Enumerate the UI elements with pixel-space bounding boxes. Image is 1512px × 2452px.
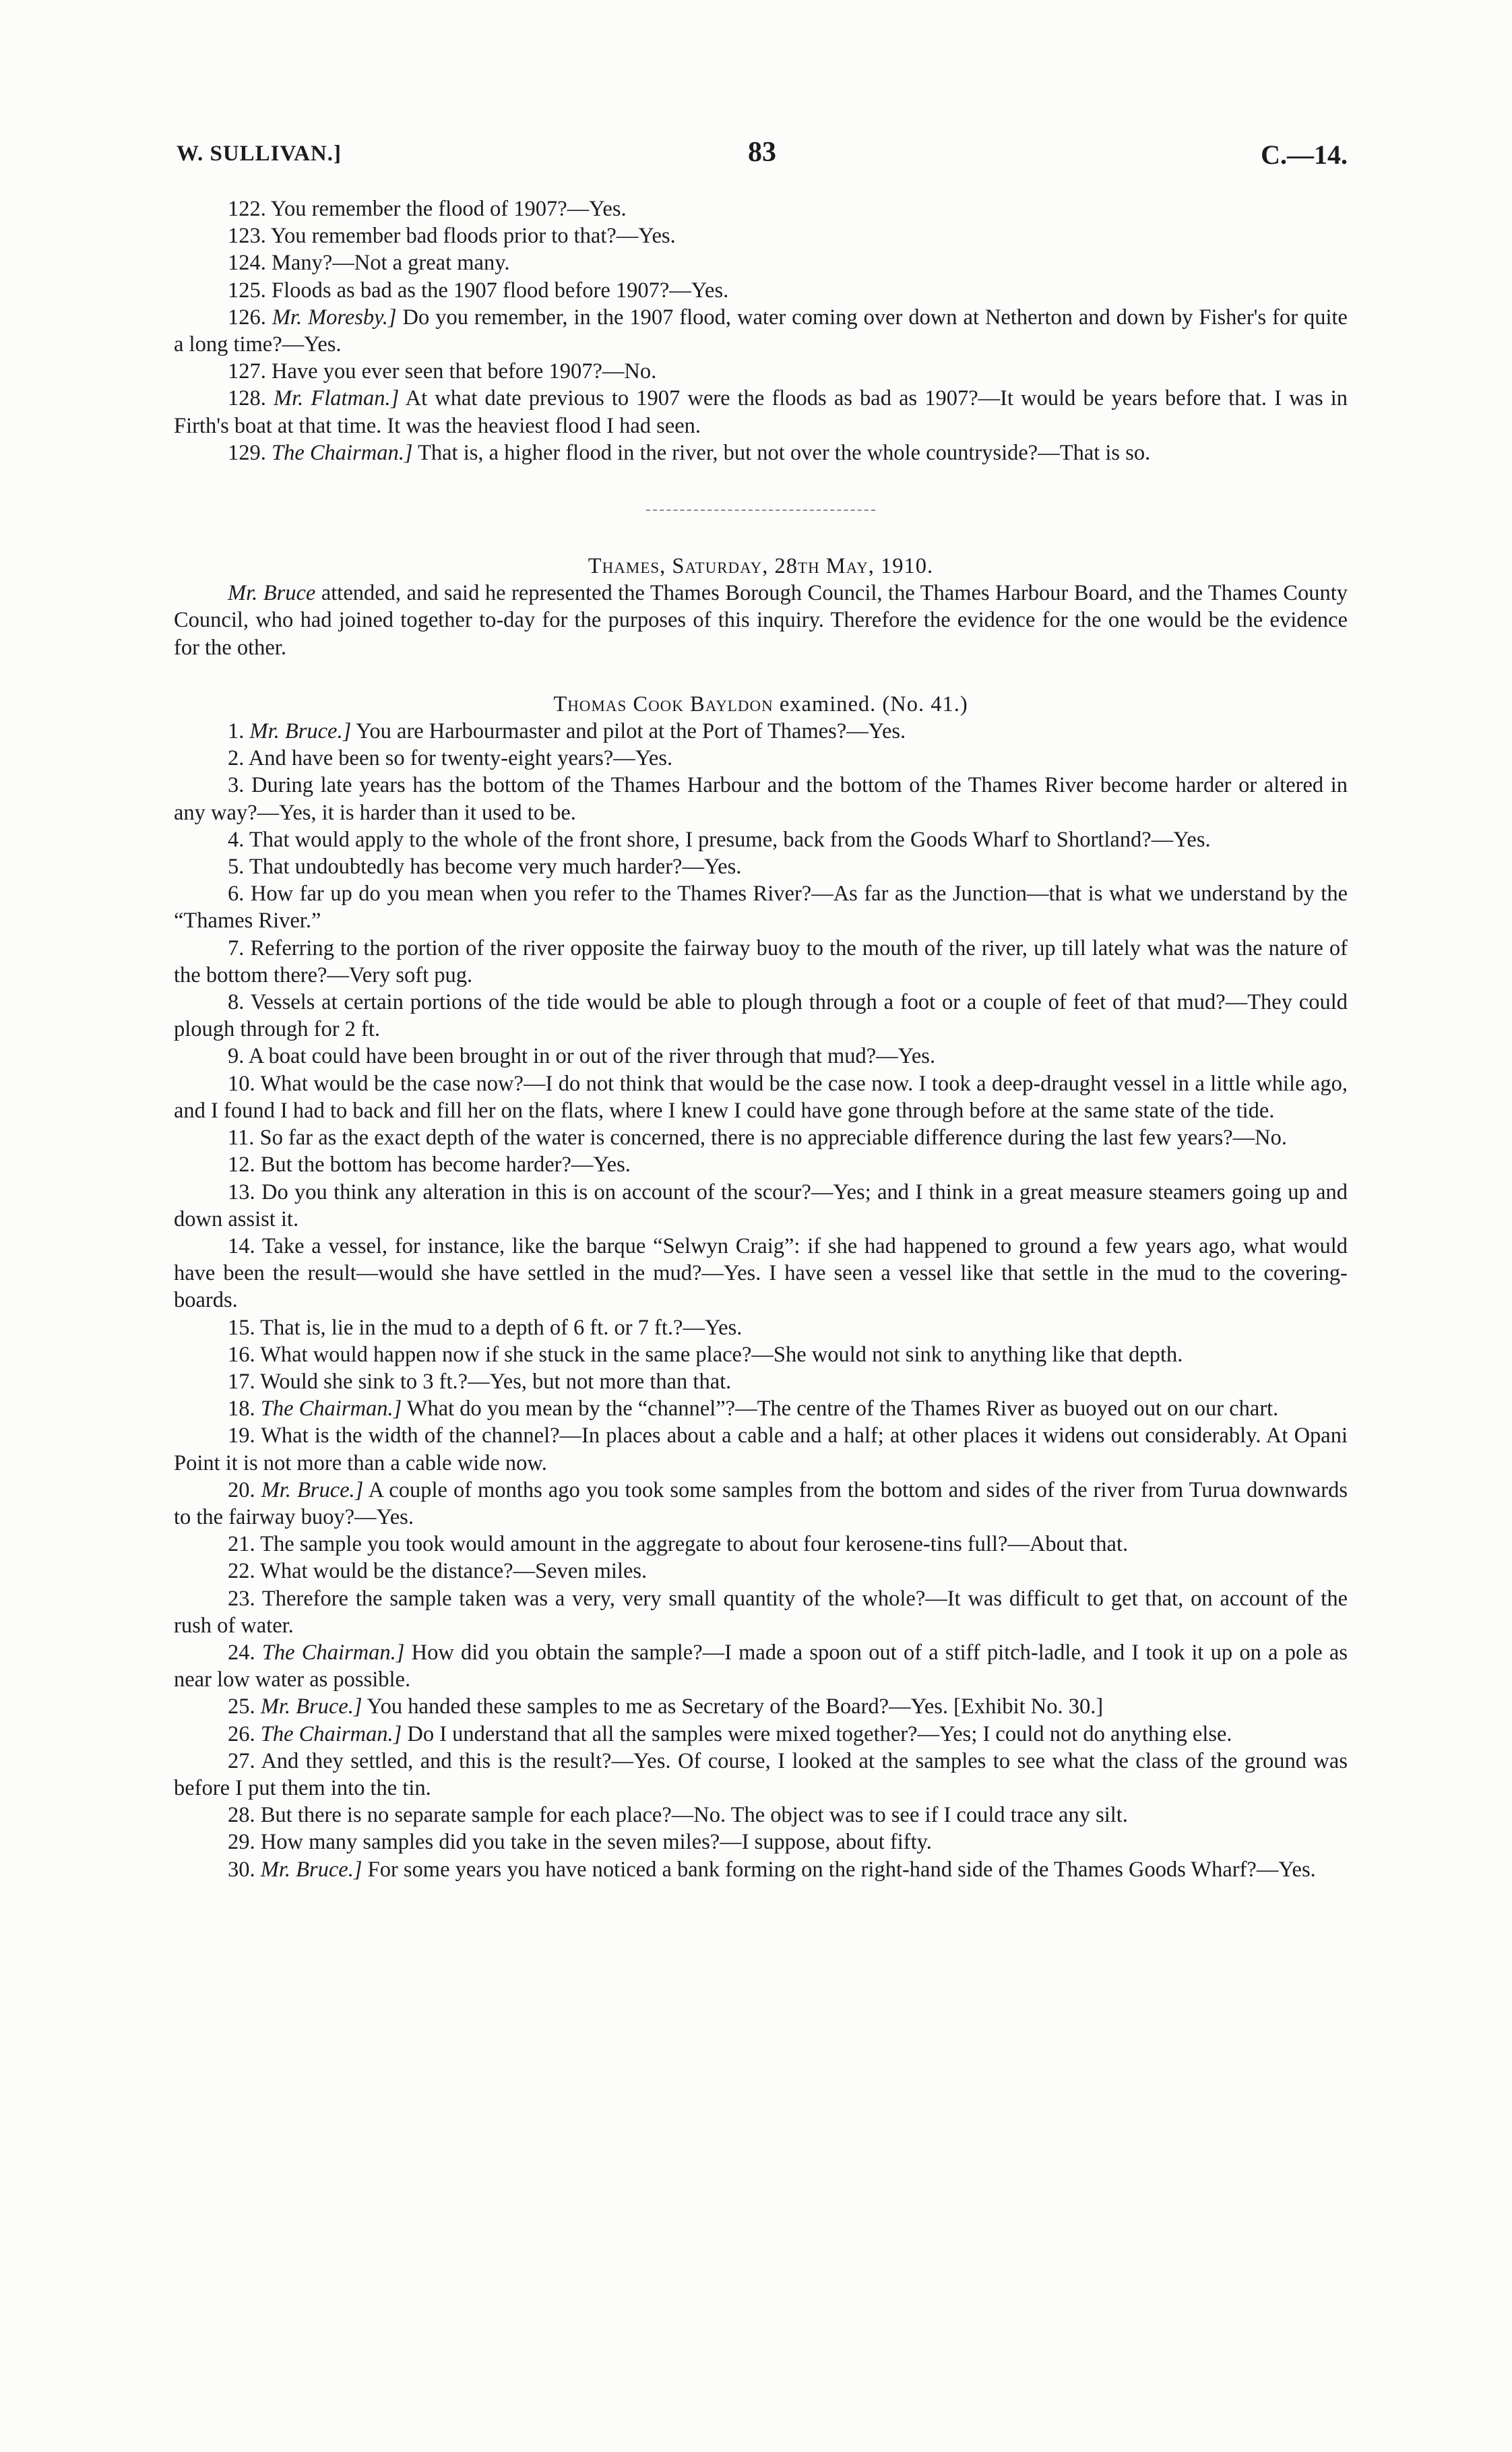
question-number: 9. xyxy=(228,1044,245,1069)
question-answer xyxy=(174,1802,1348,1829)
question-text: But the bottom has become harder?—Yes. xyxy=(260,1153,631,1177)
question-answer xyxy=(174,1748,1348,1802)
question-answer xyxy=(174,1395,1348,1422)
question-number: 13. xyxy=(228,1179,255,1204)
question-answer xyxy=(174,1233,1348,1314)
question-answer xyxy=(174,222,1348,249)
question-text: How far up do you mean when you refer to the Thames River?—As far as the Junction—that is what we understand by the “Thames River.” xyxy=(174,882,1348,933)
question-answer xyxy=(174,1531,1348,1558)
question-answer xyxy=(174,1639,1348,1693)
question-number: 30. xyxy=(228,1857,255,1882)
question-number: 4. xyxy=(228,827,245,852)
question-number: 126. xyxy=(228,305,266,330)
question-number: 29. xyxy=(228,1830,255,1855)
question-text: You handed these samples to me as Secretary of the Board?—Yes. [Exhibit No. 30.] xyxy=(367,1694,1104,1719)
question-text: You are Harbourmaster and pilot at the Port of Thames?—Yes. xyxy=(356,719,906,744)
question-number: 22. xyxy=(228,1559,255,1584)
questioner: Mr. Flatman.] xyxy=(274,386,400,411)
question-answer xyxy=(174,1043,1348,1070)
question-text: That undoubtedly has become very much harder?—Yes. xyxy=(249,855,742,880)
question-answer xyxy=(174,1151,1348,1178)
question-text: Do you think any alteration in this is on account of the scour?—Yes; and I think in a great measure steamers going up and down assist it. xyxy=(174,1179,1348,1231)
question-answer xyxy=(174,718,1348,745)
question-text: A couple of months ago you took some samples from the bottom and sides of the river from Turua downwards to the fairway buoy?—Yes. xyxy=(174,1477,1348,1529)
section-divider xyxy=(646,510,875,511)
question-answer xyxy=(174,1179,1348,1233)
question-number: 20. xyxy=(228,1477,255,1502)
question-number: 124. xyxy=(228,251,266,276)
intro-speaker: Mr. Bruce xyxy=(228,581,316,606)
section-witness-evidence xyxy=(174,718,1348,1883)
question-answer xyxy=(174,358,1348,385)
witness-heading xyxy=(174,691,1348,718)
question-answer xyxy=(174,439,1348,466)
header-witness: W. SULLIVAN.] xyxy=(177,142,342,166)
questioner: Mr. Bruce.] xyxy=(249,719,352,744)
question-text: What do you mean by the “channel”?—The centre of the Thames River as buoyed out on our chart. xyxy=(406,1397,1279,1421)
question-text: That would apply to the whole of the front shore, I presume, back from the Goods Wharf to Shortland?—Yes. xyxy=(249,827,1211,852)
question-text: What would be the distance?—Seven miles. xyxy=(260,1559,648,1584)
question-answer xyxy=(174,745,1348,772)
question-number: 14. xyxy=(228,1233,255,1258)
question-text: During late years has the bottom of the Thames Harbour and the bottom of the Thames River become harder or altered in any way?—Yes, it is harder than it used to be. xyxy=(174,773,1348,825)
question-text: Referring to the portion of the river opposite the fairway buoy to the mouth of the river, up till lately what was the nature of the bottom there?—Very soft pug. xyxy=(174,936,1348,987)
question-number: 11. xyxy=(228,1126,255,1151)
page-number: 83 xyxy=(748,137,776,168)
question-text: How did you obtain the sample?—I made a spoon out of a stiff pitch-ladle, and I took it up on a pole as near low water as possible. xyxy=(174,1640,1348,1692)
question-number: 2. xyxy=(228,746,245,771)
questioner: Mr. Moresby.] xyxy=(272,305,397,330)
questioner: The Chairman.] xyxy=(260,1397,402,1421)
question-text: Take a vessel, for instance, like the barque “Selwyn Craig”: if she had happened to ground a few years ago, what would have been the result—would she have settled in the mud?—Yes. I have seen a vessel like that settle in the mud to the covering-boards. xyxy=(174,1233,1348,1313)
question-answer xyxy=(174,1368,1348,1395)
question-number: 129. xyxy=(228,440,266,465)
questioner: Mr. Bruce.] xyxy=(261,1477,364,1502)
questioner: The Chairman.] xyxy=(260,1721,402,1746)
question-text: You remember bad floods prior to that?—Yes. xyxy=(270,224,676,249)
questioner: The Chairman.] xyxy=(261,1640,405,1665)
question-text: For some years you have noticed a bank forming on the right-hand side of the Thames Goods Wharf?—Yes. xyxy=(367,1857,1316,1882)
question-number: 26. xyxy=(228,1721,255,1746)
question-answer xyxy=(174,304,1348,358)
question-text: How many samples did you take in the seven miles?—I suppose, about fifty. xyxy=(260,1830,932,1855)
question-number: 16. xyxy=(228,1342,255,1367)
questioner: The Chairman.] xyxy=(272,440,413,465)
question-text: Floods as bad as the 1907 flood before 1907?—Yes. xyxy=(272,278,729,303)
question-answer xyxy=(174,1693,1348,1720)
question-answer xyxy=(174,1585,1348,1639)
question-text: The sample you took would amount in the aggregate to about four kerosene-tins full?—About that. xyxy=(260,1532,1129,1557)
question-number: 17. xyxy=(228,1369,255,1394)
question-answer xyxy=(174,772,1348,826)
intro-text: attended, and said he represented the Thames Borough Council, the Thames Harbour Board, and the Thames County Council, who had joined together to-day for the purposes of this inquiry. Therefore the evidence for the one would be the evidence for the other. xyxy=(174,581,1348,660)
page-header xyxy=(177,136,1348,177)
question-text: Therefore the sample taken was a very, very small quantity of the whole?—It was difficult to get that, on account of the rush of water. xyxy=(174,1586,1348,1638)
question-text: A boat could have been brought in or out of the river through that mud?—Yes. xyxy=(248,1044,936,1069)
question-answer xyxy=(174,1070,1348,1124)
question-number: 127. xyxy=(228,359,266,384)
question-number: 1. xyxy=(228,719,245,744)
question-answer xyxy=(174,1829,1348,1856)
question-answer xyxy=(174,880,1348,934)
question-answer xyxy=(174,989,1348,1043)
question-answer xyxy=(174,385,1348,439)
question-number: 27. xyxy=(228,1748,255,1773)
question-number: 15. xyxy=(228,1315,255,1340)
question-answer xyxy=(174,826,1348,853)
evidence-body xyxy=(174,195,1348,1883)
question-number: 21. xyxy=(228,1532,255,1557)
question-number: 3. xyxy=(228,773,245,798)
question-text: Would she sink to 3 ft.?—Yes, but not more than that. xyxy=(260,1369,732,1394)
question-answer xyxy=(174,195,1348,222)
question-text: Many?—Not a great many. xyxy=(272,251,510,276)
question-text: At what date previous to 1907 were the floods as bad as 1907?—It would be years before that. I was in Firth's boat at that time. It was the heaviest flood I had seen. xyxy=(174,386,1348,438)
question-number: 6. xyxy=(228,882,245,907)
question-text: But there is no separate sample for each place?—No. The object was to see if I could trace any silt. xyxy=(260,1803,1128,1828)
question-text: What would happen now if she stuck in the same place?—She would not sink to anything like that depth. xyxy=(260,1342,1183,1367)
question-text: Do I understand that all the samples were mixed together?—Yes; I could not do anything else. xyxy=(407,1721,1232,1746)
question-answer xyxy=(174,1721,1348,1748)
question-number: 123. xyxy=(228,224,266,249)
question-number: 19. xyxy=(228,1423,255,1448)
question-answer xyxy=(174,853,1348,880)
question-text: What is the width of the channel?—In places about a cable and a half; at other places it widens out considerably. At Opani Point it is not more than a cable wide now. xyxy=(174,1423,1348,1475)
question-number: 10. xyxy=(228,1071,255,1096)
question-text: You remember the flood of 1907?—Yes. xyxy=(270,197,627,221)
question-number: 122. xyxy=(228,197,266,221)
question-text: Vessels at certain portions of the tide would be able to plough through a foot or a couple of feet of that mud?—They could plough through for 2 ft. xyxy=(174,990,1348,1042)
sitting-heading: Thames, Saturday, 28th May, 1910. xyxy=(588,554,934,579)
question-number: 128. xyxy=(228,386,266,411)
question-answer xyxy=(174,1558,1348,1585)
question-answer xyxy=(174,1856,1348,1883)
question-answer xyxy=(174,1124,1348,1151)
question-text: So far as the exact depth of the water is concerned, there is no appreciable difference during the last few years?—No. xyxy=(259,1126,1287,1151)
question-answer xyxy=(174,249,1348,276)
question-answer xyxy=(174,1314,1348,1341)
witness-name: Thomas Cook Bayldon xyxy=(553,692,774,716)
question-text: Do you remember, in the 1907 flood, water coming over down at Netherton and down by Fisher's for quite a long time?—Yes. xyxy=(174,305,1348,357)
question-number: 7. xyxy=(228,936,245,960)
section-previous-witness xyxy=(174,195,1348,466)
question-text: That is, a higher flood in the river, but not over the whole countryside?—That is so. xyxy=(418,440,1151,465)
question-number: 125. xyxy=(228,278,266,303)
question-number: 24. xyxy=(228,1640,255,1665)
question-number: 25. xyxy=(228,1694,255,1719)
question-number: 12. xyxy=(228,1153,255,1177)
witness-suffix: examined. (No. 41.) xyxy=(779,692,968,716)
question-text: That is, lie in the mud to a depth of 6 ft. or 7 ft.?—Yes. xyxy=(260,1315,743,1340)
sitting-intro xyxy=(174,580,1348,661)
question-text: Have you ever seen that before 1907?—No. xyxy=(272,359,657,384)
question-number: 23. xyxy=(228,1586,255,1611)
question-number: 8. xyxy=(228,990,245,1015)
question-number: 28. xyxy=(228,1803,255,1828)
question-text: What would be the case now?—I do not think that would be the case now. I took a deep-draught vessel in a little while ago, and I found I had to back and fill her on the flats, where I knew I could have gone through before at the same state of the tide. xyxy=(174,1071,1348,1123)
document-reference: C.—14. xyxy=(1261,140,1348,170)
question-answer xyxy=(174,935,1348,989)
question-answer xyxy=(174,1422,1348,1476)
question-answer xyxy=(174,1341,1348,1368)
questioner: Mr. Bruce.] xyxy=(260,1694,363,1719)
question-number: 18. xyxy=(228,1397,255,1421)
question-text: And they settled, and this is the result?—Yes. Of course, I looked at the samples to see what the class of the ground was before I put them into the tin. xyxy=(174,1748,1348,1800)
question-answer xyxy=(174,277,1348,304)
question-text: And have been so for twenty-eight years?—Yes. xyxy=(248,746,673,771)
question-number: 5. xyxy=(228,855,245,880)
questioner: Mr. Bruce.] xyxy=(260,1857,363,1882)
question-answer xyxy=(174,1477,1348,1531)
